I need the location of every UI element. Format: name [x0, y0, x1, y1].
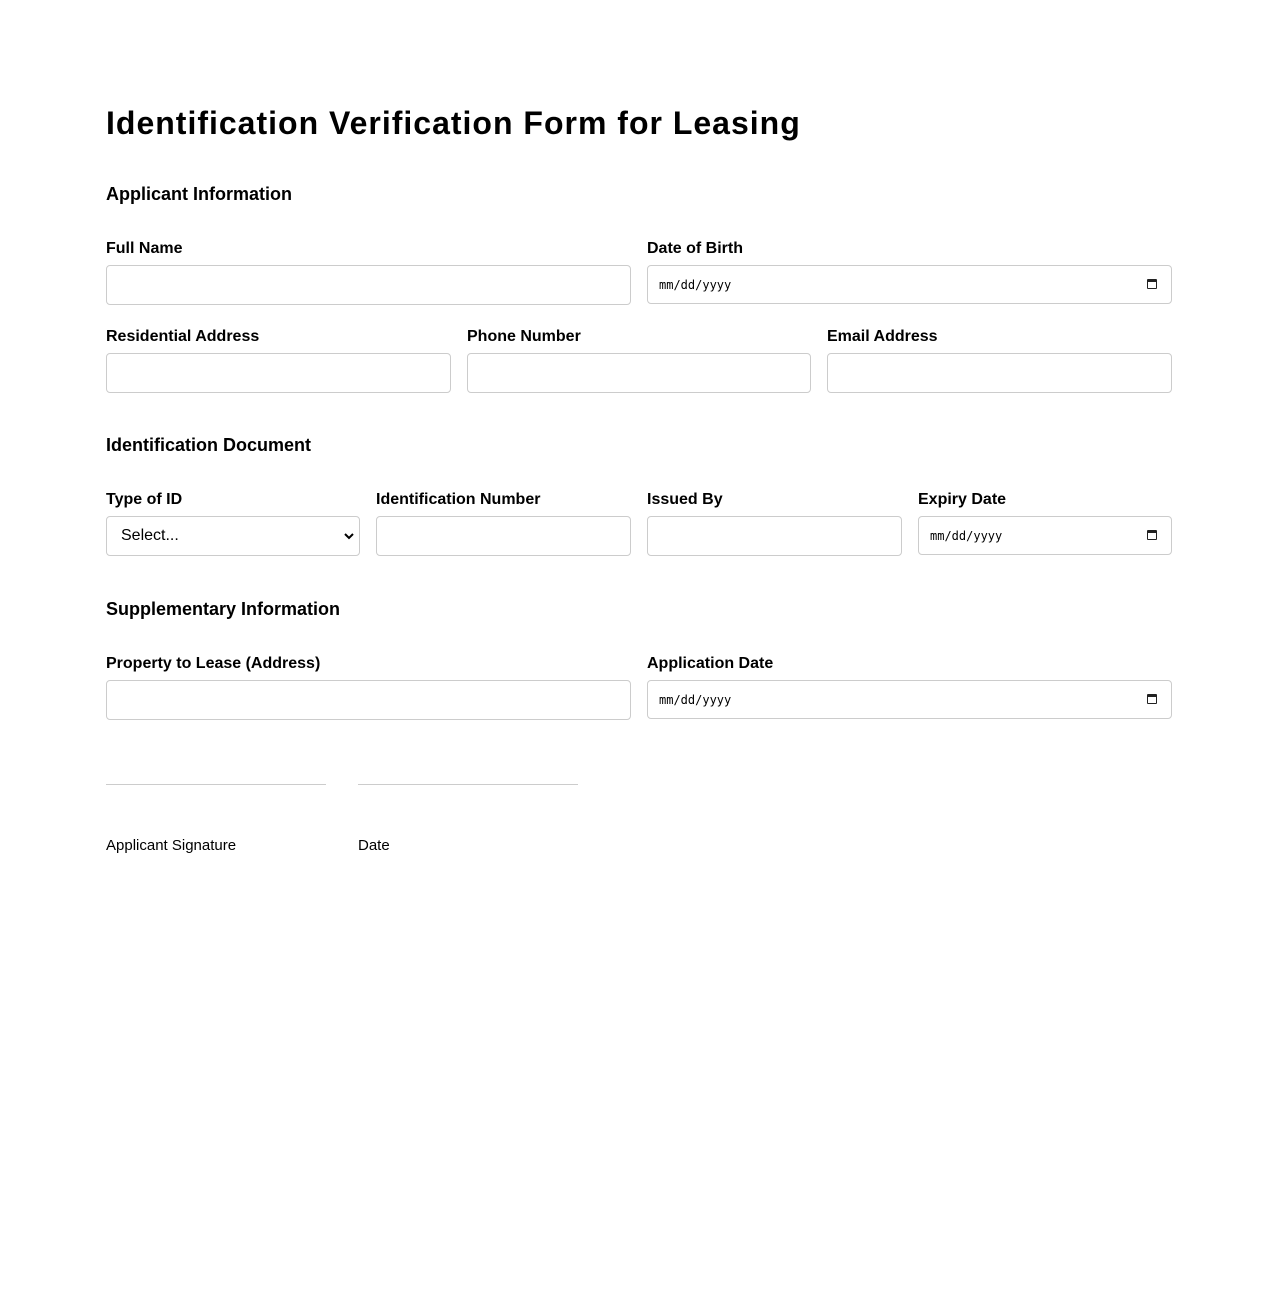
chevron-down-icon	[343, 530, 355, 542]
type-of-id-select[interactable]	[106, 516, 360, 556]
date-of-birth-input[interactable]	[647, 265, 1172, 304]
phone-number-label: Phone Number	[467, 328, 581, 345]
signature-date-label: Date	[358, 837, 390, 854]
residential-address-input[interactable]	[106, 353, 451, 393]
applicant-signature-label: Applicant Signature	[106, 837, 237, 854]
section-title-supplementary: Supplementary Information	[106, 599, 341, 619]
issued-by-input[interactable]	[647, 516, 902, 556]
calendar-icon[interactable]	[1147, 279, 1157, 289]
section-title-applicant: Applicant Information	[106, 184, 292, 204]
identification-number-label: Identification Number	[376, 491, 541, 508]
expiry-date-input[interactable]	[918, 516, 1172, 555]
applicant-signature-line[interactable]	[106, 784, 326, 785]
full-name-label: Full Name	[106, 240, 183, 257]
row-identification	[106, 490, 1172, 556]
field-application-date	[647, 654, 1172, 720]
row-supplementary	[106, 654, 1172, 720]
row-name-dob	[106, 239, 1172, 305]
calendar-icon[interactable]	[1147, 694, 1157, 704]
application-date-input[interactable]	[647, 680, 1172, 719]
field-date-of-birth	[647, 239, 1172, 305]
field-full-name	[106, 239, 631, 305]
field-identification-number	[376, 490, 631, 556]
identification-number-input[interactable]	[376, 516, 631, 556]
page-title: Identification Verification Form for Leasing	[106, 105, 801, 141]
row-address-phone-email	[106, 327, 1172, 393]
property-address-label: Property to Lease (Address)	[106, 655, 321, 672]
field-expiry-date	[918, 490, 1172, 556]
calendar-icon[interactable]	[1147, 530, 1157, 540]
expiry-date-label: Expiry Date	[918, 491, 1007, 508]
email-address-label: Email Address	[827, 328, 938, 345]
date-of-birth-label: Date of Birth	[647, 240, 743, 257]
expiry-date-placeholder: mm/dd/yyyy	[930, 528, 1003, 543]
field-residential-address	[106, 327, 451, 393]
full-name-input[interactable]	[106, 265, 631, 305]
field-type-of-id	[106, 490, 360, 556]
application-date-placeholder: mm/dd/yyyy	[659, 692, 732, 707]
type-of-id-label: Type of ID	[106, 491, 183, 508]
email-address-input[interactable]	[827, 353, 1172, 393]
date-of-birth-placeholder: mm/dd/yyyy	[659, 277, 732, 292]
property-address-input[interactable]	[106, 680, 631, 720]
signature-date-line[interactable]	[358, 784, 578, 785]
field-issued-by	[647, 490, 902, 556]
field-phone-number	[467, 327, 811, 393]
residential-address-label: Residential Address	[106, 328, 260, 345]
field-property-address	[106, 654, 631, 720]
section-title-identification: Identification Document	[106, 435, 312, 455]
type-of-id-selected: Select...	[121, 527, 179, 544]
application-date-label: Application Date	[647, 655, 774, 672]
phone-number-input[interactable]	[467, 353, 811, 393]
issued-by-label: Issued By	[647, 491, 723, 508]
field-email-address	[827, 327, 1172, 393]
